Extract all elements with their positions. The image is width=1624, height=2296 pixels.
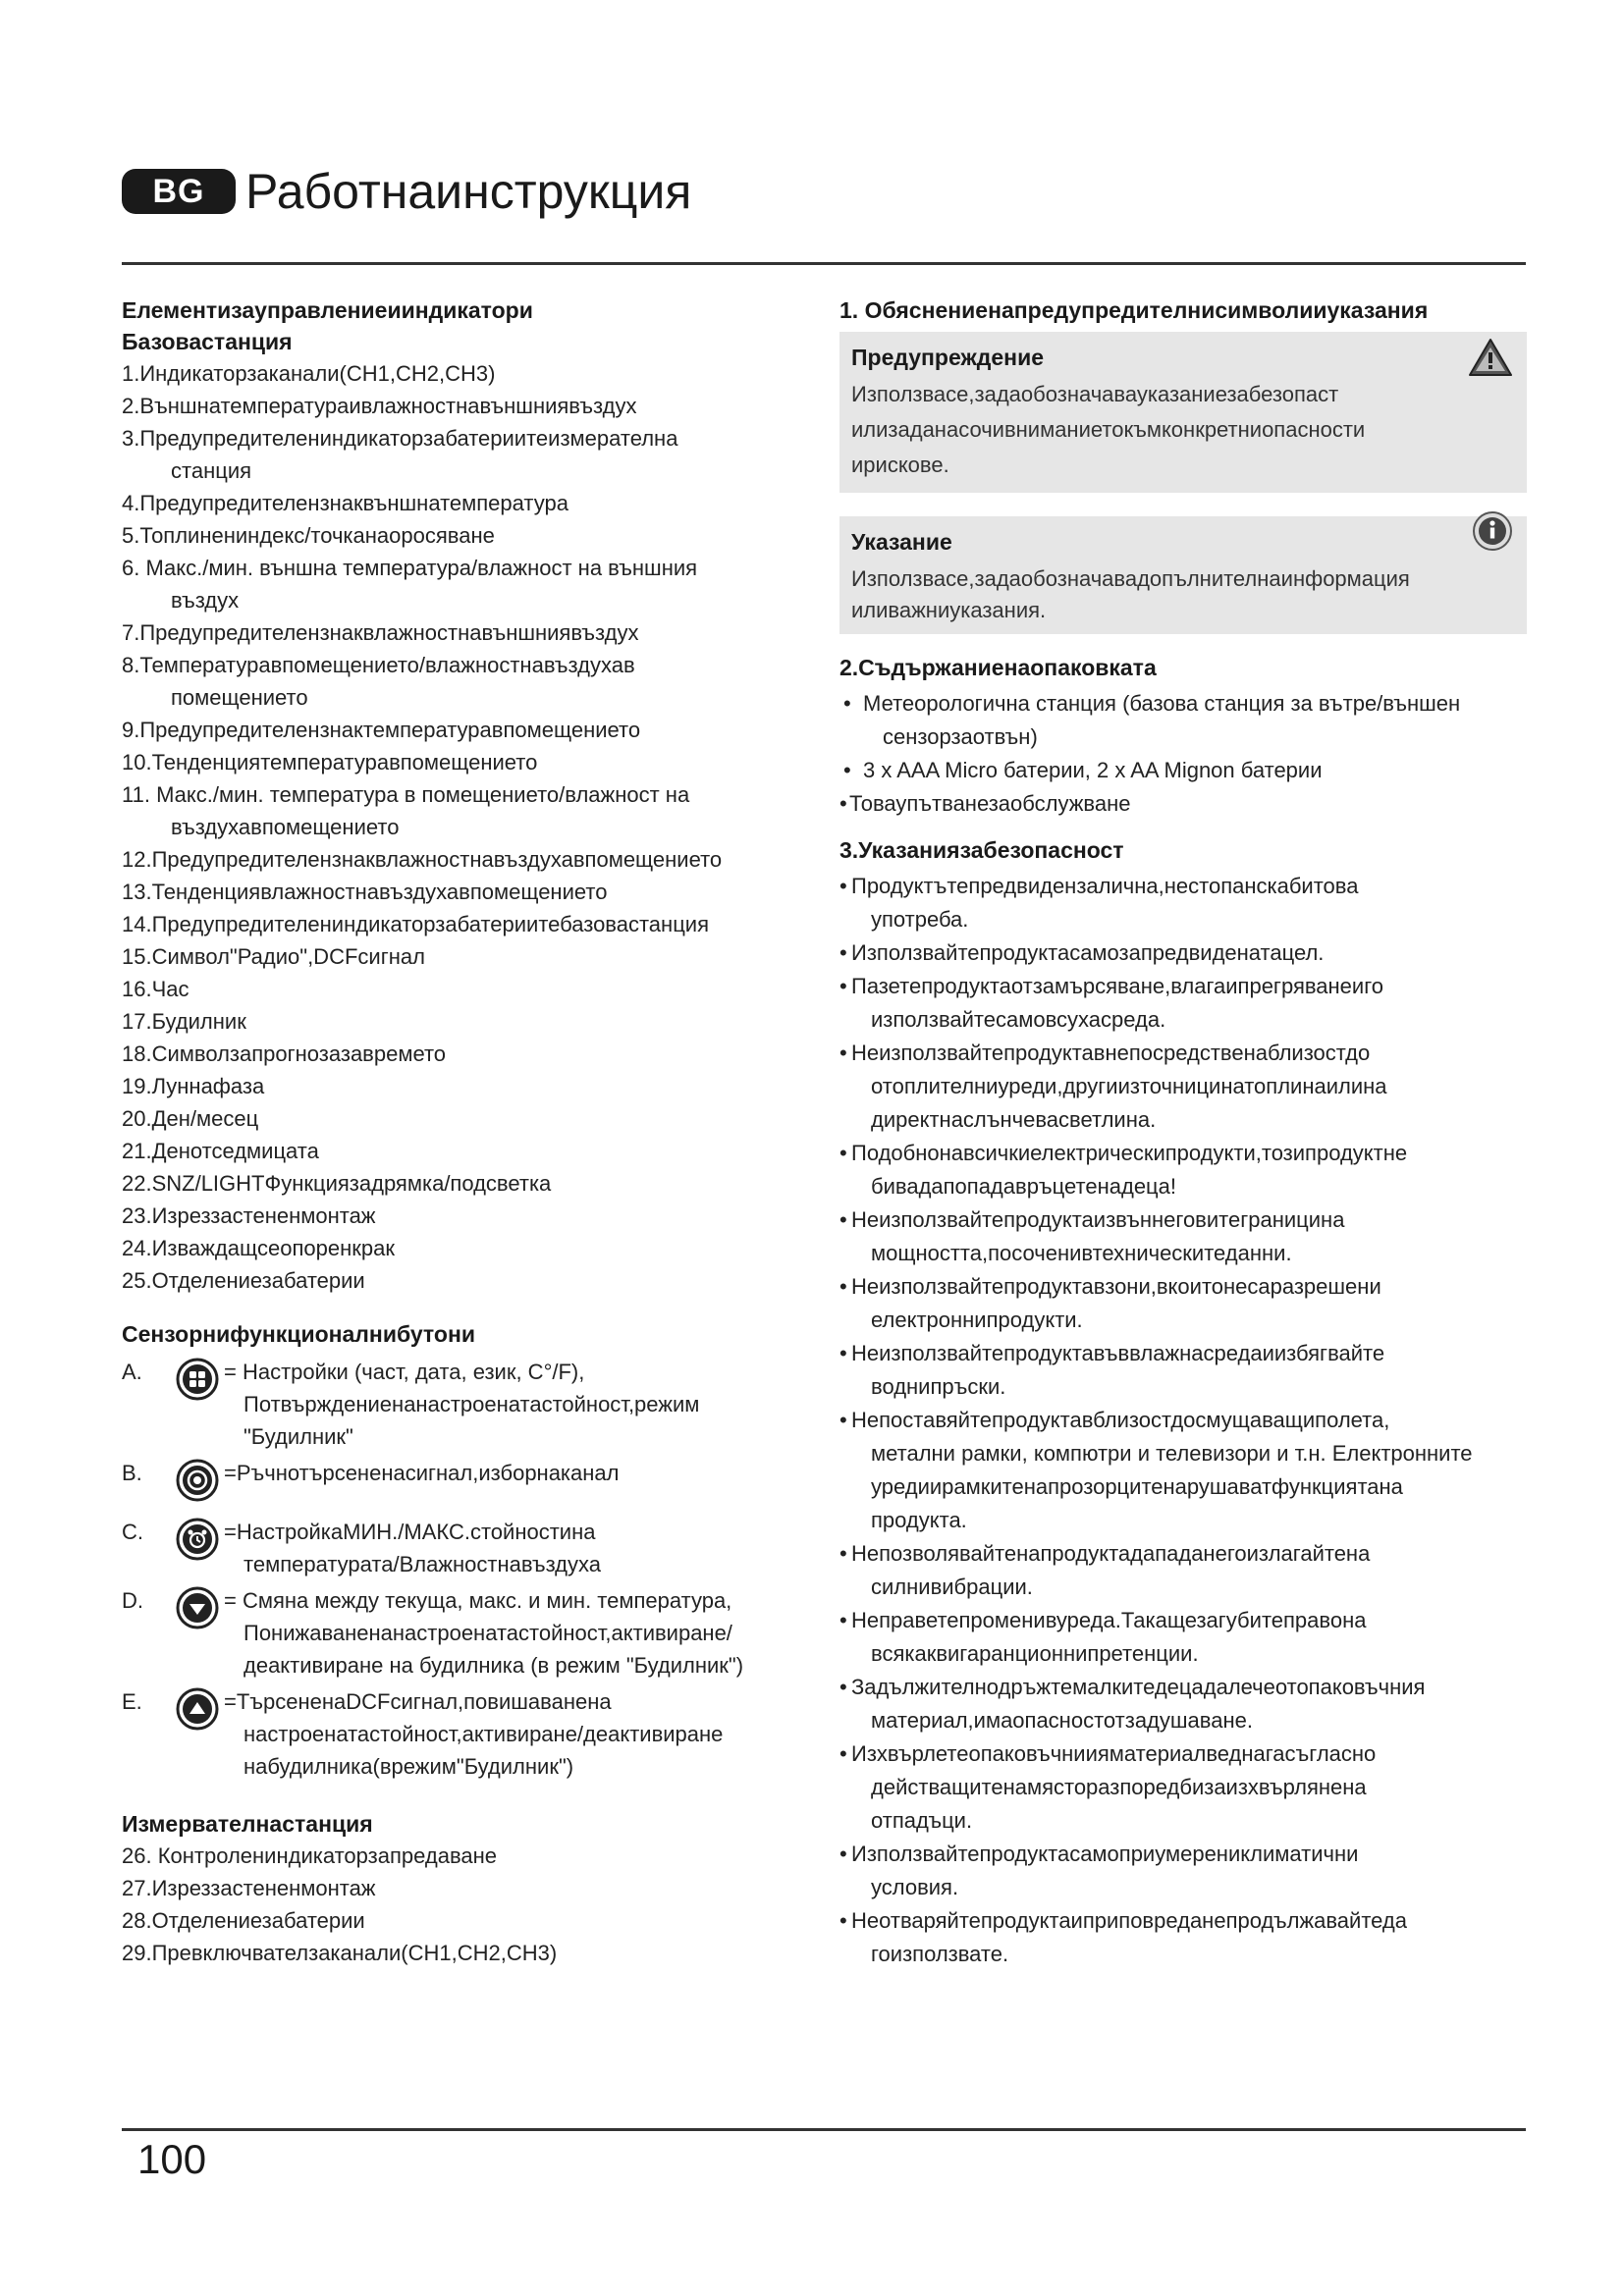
list-item: • Неотваряйтепродуктаиприповреданепродължавайтеда гоизползвате. — [839, 1904, 1527, 1971]
list-item: • Неизползвайтепродуктавзони,вкоитонесаразрешени електроннипродукти. — [839, 1270, 1527, 1337]
safety-item-text: отоплителниуреди,другиизточницинатоплинаилина — [871, 1074, 1387, 1098]
list-item: 23.Изреззастененмонтаж — [122, 1203, 376, 1228]
safety-item-text: условия. — [871, 1875, 959, 1899]
safety-section-title: 3.Указаниязабезопасност — [839, 837, 1124, 863]
list-item: • Пазетепродуктаотзамърсяване,влагаипрегряванеиго използвайтесамовсухасреда. — [839, 970, 1527, 1037]
safety-item-text: уредиирамкитенапрозорцитенарушаватфункциятана — [871, 1474, 1403, 1499]
touch-button-d — [122, 1584, 809, 1682]
safety-item-text: действащитенамясторазпоредбизаизхвърлянена — [871, 1775, 1367, 1799]
touch-description: настроенатастойност,активиране/деактивиране — [244, 1722, 724, 1746]
symbols-section-title: 1. Обяснениенапредупредителнисимволииуказания — [839, 297, 1429, 323]
list-item: 20.Ден/месец — [122, 1106, 259, 1131]
safety-item-text: материал,имаопасностотзадушаване. — [871, 1708, 1253, 1733]
list-item: 7.Предупредителензнаквлажностнавъншниявъздух — [122, 620, 639, 645]
safety-item-text: Продуктътепредвидензалична,нестопанскабитова — [851, 874, 1359, 898]
note-box — [839, 516, 1527, 634]
package-item-text: Метеорологична станция (базова станция за вътре/външен — [863, 691, 1461, 716]
safety-item-text: метални рамки, компютри и телевизори и т.н. Електронните — [871, 1441, 1473, 1466]
note-text: иливажниуказания. — [851, 598, 1047, 622]
list-item: 28.Отделениезабатерии — [122, 1908, 365, 1933]
base-station-list — [122, 357, 809, 1297]
list-item: 5.Топлинениндекс/точканаоросяване — [122, 523, 495, 548]
safety-item-text: употреба. — [871, 907, 969, 932]
arrow-up-icon — [171, 1685, 224, 1731]
list-item: 3.Предупредителениндикаторзабатериитеизмерателна — [122, 426, 678, 451]
safety-item-text: Непозволявайтенапродуктадападанегоизлагайтена — [851, 1541, 1371, 1566]
safety-item-text: всякаквигаранционнипретенции. — [871, 1641, 1199, 1666]
safety-list — [839, 870, 1527, 1971]
touch-letter: C. — [122, 1520, 143, 1544]
touch-description: Понижаваненанастроенатастойност,активиране/ — [244, 1621, 732, 1645]
alarm-clock-icon — [171, 1516, 224, 1561]
package-item-text: 3 x AAA Micro батерии, 2 x AA Mignon батерии — [863, 758, 1323, 782]
package-item-text: сензорзаотвън) — [883, 724, 1038, 749]
package-section-title: 2.Съдържаниенаопаковката — [839, 655, 1157, 680]
list-item: • Използвайтепродуктасамозапредвиденатацел. — [839, 940, 1325, 965]
list-item: 9.Предупредителензнактемпературавпомещението — [122, 718, 641, 742]
touch-description: набудилника(врежим"Будилник") — [244, 1754, 574, 1779]
warning-text: Използвасе,задаобозначавауказаниезабезопаст — [851, 382, 1339, 406]
safety-item-text: директнаслънчевасветлина. — [871, 1107, 1157, 1132]
touch-buttons-list — [122, 1356, 809, 1783]
list-item: • Непоставяйтепродуктавблизостдосмущаващиполета, метални рамки, компютри и телевизори и т.н. Електронните уредиирамкитенапрозорцитенарушаватфункциятана продукта. — [839, 1404, 1527, 1537]
list-item: 13.Тенденциявлажностнавъздухавпомещението — [122, 880, 608, 904]
safety-item-text: силнивибрации. — [871, 1575, 1033, 1599]
list-item: • Неизползвайтепродуктавъввлажнасредаиизбягвайте воднипръски. — [839, 1337, 1527, 1404]
list-item: • Неизползвайтепродуктаизвъннеговитеграницина мощността,посоченивтехническитеданни. — [839, 1203, 1527, 1270]
top-divider — [122, 262, 1526, 265]
page-header — [122, 157, 691, 226]
right-column — [839, 294, 1527, 1971]
list-item: • Изхвърлетеопаковъчниияматериалведнагасъгласно действащитенамясторазпоредбизаизхвърлянена отпадъци. — [839, 1737, 1527, 1838]
touch-button-b — [122, 1457, 809, 1502]
safety-item-text: Неправетепроменивуреда.Такащезагубитеправона — [851, 1608, 1367, 1632]
touch-buttons-heading: Сензорнифункционалнибутони — [122, 1321, 475, 1347]
safety-item-text: Използвайтепродуктасамоприумерениклиматични — [851, 1842, 1359, 1866]
list-item-continuation: станция — [171, 458, 252, 483]
note-title: Указание — [851, 529, 952, 555]
list-item: 25.Отделениезабатерии — [122, 1268, 365, 1293]
list-item: 6. Макс./мин. външна температура/влажност на външния — [122, 556, 698, 580]
touch-button-a — [122, 1356, 809, 1453]
safety-item-text: Използвайтепродуктасамозапредвиденатацел. — [851, 940, 1325, 965]
radio-signal-icon — [171, 1457, 224, 1502]
touch-letter: A. — [122, 1360, 142, 1384]
safety-item-text: Неотваряйтепродуктаиприповреданепродължавайтеда — [851, 1908, 1407, 1933]
list-item: 18.Символзапрогнозазавремето — [122, 1041, 447, 1066]
list-item: 15.Символ"Радио",DCFсигнал — [122, 944, 425, 969]
info-icon — [1472, 510, 1513, 557]
warning-title: Предупреждение — [851, 345, 1044, 370]
list-item: 16.Час — [122, 977, 189, 1001]
list-item: 22.SNZ/LIGHTФункциязадрямка/подсветка — [122, 1171, 552, 1196]
list-item: • Задължителнодръжтемалкитедецадалечеотопаковъчния материал,имаопасностотзадушаване. — [839, 1671, 1527, 1737]
list-item: • Подобнонавсичкиелектрическипродукти,тозипродуктне бивадапопадавръцетенадеца! — [839, 1137, 1527, 1203]
safety-item-text: електроннипродукти. — [871, 1308, 1083, 1332]
list-item: • Товаупътванезаобслужване — [839, 791, 1131, 816]
arrow-down-icon — [171, 1584, 224, 1629]
document-title: Работнаинструкция — [245, 164, 692, 219]
list-item: • Метеорологична станция (базова станция за вътре/външен сензорзаотвън) — [839, 687, 1527, 754]
safety-item-text: използвайтесамовсухасреда. — [871, 1007, 1166, 1032]
touch-description: = Смяна между текуща, макс. и мин. температура, — [224, 1588, 732, 1613]
touch-letter: D. — [122, 1588, 143, 1613]
safety-item-text: Неизползвайтепродуктавнепосредственаблизостдо — [851, 1041, 1371, 1065]
list-item: 1.Индикаторзаканали(CH1,CH2,CH3) — [122, 361, 496, 386]
safety-item-text: бивадапопадавръцетенадеца! — [871, 1174, 1177, 1199]
touch-button-c — [122, 1516, 809, 1580]
list-item: 17.Будилник — [122, 1009, 246, 1034]
safety-item-text: Задължителнодръжтемалкитедецадалечеотопаковъчния — [851, 1675, 1426, 1699]
list-item: • Непозволявайтенапродуктадападанегоизлагайтена силнивибрации. — [839, 1537, 1527, 1604]
left-column — [122, 294, 809, 1969]
list-item: 24.Изваждащсеопоренкрак — [122, 1236, 396, 1260]
safety-item-text: Неизползвайтепродуктавъввлажнасредаиизбягвайте — [851, 1341, 1385, 1365]
touch-description: Потвърждениенанастроенатастойност,режим — [244, 1392, 700, 1416]
safety-item-text: Непоставяйтепродуктавблизостдосмущаващиполета, — [851, 1408, 1390, 1432]
safety-item-text: Неизползвайтепродуктаизвъннеговитеграницина — [851, 1207, 1345, 1232]
list-item: 2.Външнатемпературaивлажностнавъншниявъздух — [122, 394, 637, 418]
menu-grid-icon — [171, 1356, 224, 1401]
package-item-text: Товаупътванезаобслужване — [849, 791, 1131, 816]
list-item: • Използвайтепродуктасамоприумерениклиматични условия. — [839, 1838, 1527, 1904]
touch-button-e — [122, 1685, 809, 1783]
safety-item-text: Неизползвайтепродуктавзони,вкоитонесаразрешени — [851, 1274, 1381, 1299]
list-item: 11. Макс./мин. температура в помещението/влажност на — [122, 782, 690, 807]
list-item: 4.Предупредителензнаквъншнатемпература — [122, 491, 568, 515]
note-text: Използвасе,задаобозначавадопълнителнаинформация — [851, 566, 1410, 591]
package-list — [839, 687, 1527, 821]
touch-description: температурата/Влажностнавъздуха — [244, 1552, 602, 1576]
list-item-continuation: помещението — [171, 685, 308, 710]
touch-description: деактивиране на будилника (в режим "Будилник") — [244, 1653, 744, 1678]
safety-item-text: Изхвърлетеопаковъчниияматериалведнагасъгласно — [851, 1741, 1377, 1766]
list-item: 14.Предупредителениндикаторзабатериитебазовастанция — [122, 912, 709, 936]
safety-item-text: Подобнонавсичкиелектрическипродукти,тозипродуктне — [851, 1141, 1408, 1165]
sensor-station-heading: Измервателнастанция — [122, 1811, 373, 1837]
list-item: • 3 x AAA Micro батерии, 2 x AA Mignon батерии — [843, 758, 1323, 782]
warning-text: илизаданасочивниманиетокъмконкретниопасности — [851, 417, 1366, 442]
list-item: 26. Контролениндикаторзапредаване — [122, 1843, 498, 1868]
safety-item-text: Пазетепродуктаотзамърсяване,влагаипрегряванеиго — [851, 974, 1383, 998]
list-item: 29.Превключвателзаканали(CH1,CH2,CH3) — [122, 1941, 558, 1965]
safety-item-text: воднипръски. — [871, 1374, 1006, 1399]
list-item: 10.Тенденциятемпературавпомещението — [122, 750, 538, 774]
touch-letter: E. — [122, 1689, 142, 1714]
safety-item-text: продукта. — [871, 1508, 967, 1532]
list-item: • Неизползвайтепродуктавнепосредственаблизостдо отоплителниуреди,другиизточницинатоплинаилина директнаслънчевасветлина. — [839, 1037, 1527, 1137]
list-item: • Продуктътепредвидензалична,нестопанскабитова употреба. — [839, 870, 1527, 936]
list-item-continuation: въздух — [171, 588, 240, 613]
bottom-divider — [122, 2128, 1526, 2131]
warning-text: ирискове. — [851, 453, 949, 477]
list-item: 21.Денотседмицата — [122, 1139, 319, 1163]
list-item: • Неправетепроменивуреда.Такащезагубитеправона всякаквигаранционнипретенции. — [839, 1604, 1527, 1671]
safety-item-text: отпадъци. — [871, 1808, 973, 1833]
list-item-continuation: въздухавпомещението — [171, 815, 400, 839]
warning-box — [839, 332, 1527, 493]
base-station-heading: Базовастанция — [122, 329, 293, 354]
safety-item-text: гоизползвате. — [871, 1942, 1009, 1966]
controls-heading: Елементизауправлениеииндикатори — [122, 297, 533, 323]
list-item: 8.Температуравпомещението/влажностнавъздухав — [122, 653, 635, 677]
touch-description: "Будилник" — [244, 1424, 353, 1449]
language-badge: BG — [122, 169, 236, 214]
touch-letter: B. — [122, 1461, 142, 1485]
sensor-station-list — [122, 1840, 809, 1969]
page-number: 100 — [137, 2136, 207, 2182]
touch-description: =НастройкаМИН./МАКС.стойностина — [224, 1520, 596, 1544]
safety-item-text: мощността,посоченивтехническитеданни. — [871, 1241, 1292, 1265]
touch-description: =ТърсененаDCFсигнал,повишаванена — [224, 1689, 612, 1714]
list-item: 19.Луннафаза — [122, 1074, 265, 1098]
warning-triangle-icon — [1468, 338, 1513, 382]
touch-description: = Настройки (част, дата, език, С°/F), — [224, 1360, 585, 1384]
list-item: 12.Предупредителензнаквлажностнавъздухавпомещението — [122, 847, 723, 872]
list-item: 27.Изреззастененмонтаж — [122, 1876, 376, 1900]
touch-description: =Ръчнотърсененасигнал,изборнаканал — [224, 1461, 620, 1485]
